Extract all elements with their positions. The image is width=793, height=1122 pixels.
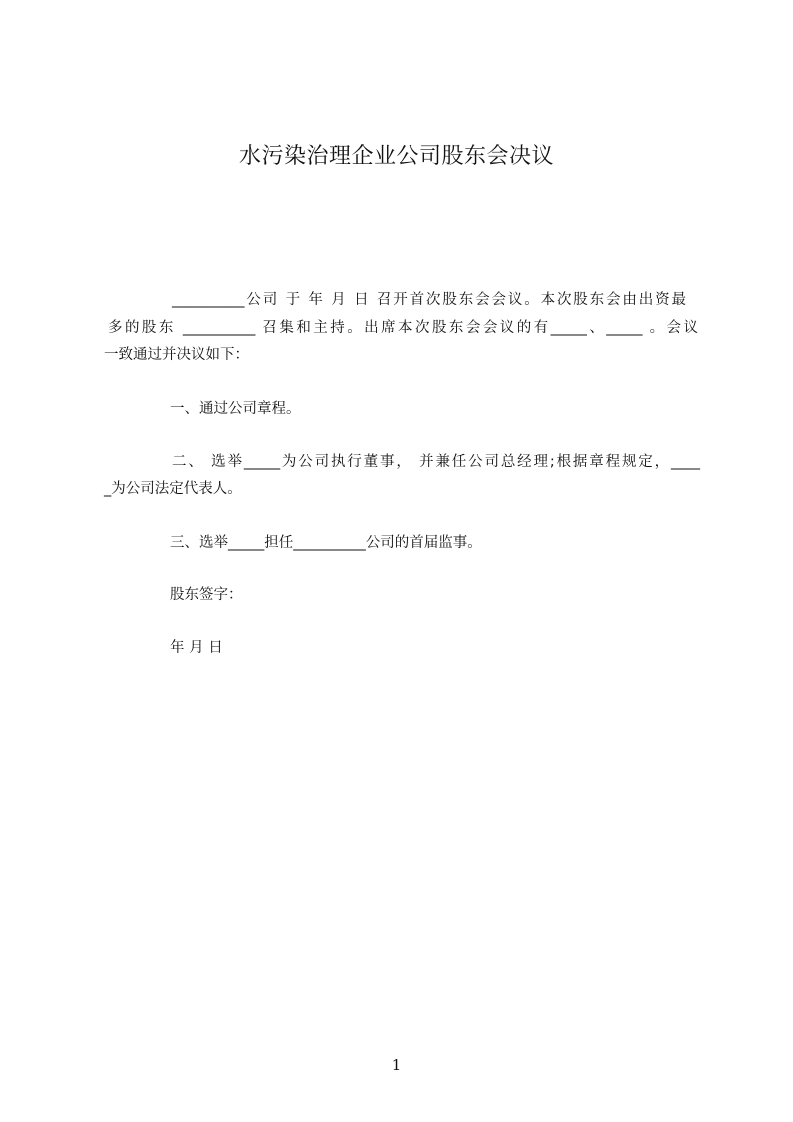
- date-label: 年 月 日: [170, 640, 223, 656]
- intro-line-3: 一致通过并决议如下：: [104, 347, 249, 363]
- resolution-3: 三、选举_____担任__________公司的首届监事。: [170, 535, 482, 551]
- document-title: 水污染治理企业公司股东会决议: [238, 144, 554, 169]
- signature-label: 股东签字：: [170, 587, 243, 603]
- resolution-1: 一、通过公司章程。: [170, 401, 301, 417]
- page-number: 1: [391, 1056, 402, 1074]
- intro-line-1: __________公司 于 年 月 日 召开首次股东会会议。本次股东会由出资最: [172, 292, 686, 308]
- resolution-2-line-2: _为公司法定代表人。: [104, 481, 242, 497]
- resolution-2-line-1: 二、 选举_____为公司执行董事， 并兼任公司总经理;根据章程规定，____: [172, 454, 700, 470]
- intro-line-2: 多的股东 __________ 召集和主持。出席本次股东会会议的有_____、_____ 。会议: [108, 320, 698, 336]
